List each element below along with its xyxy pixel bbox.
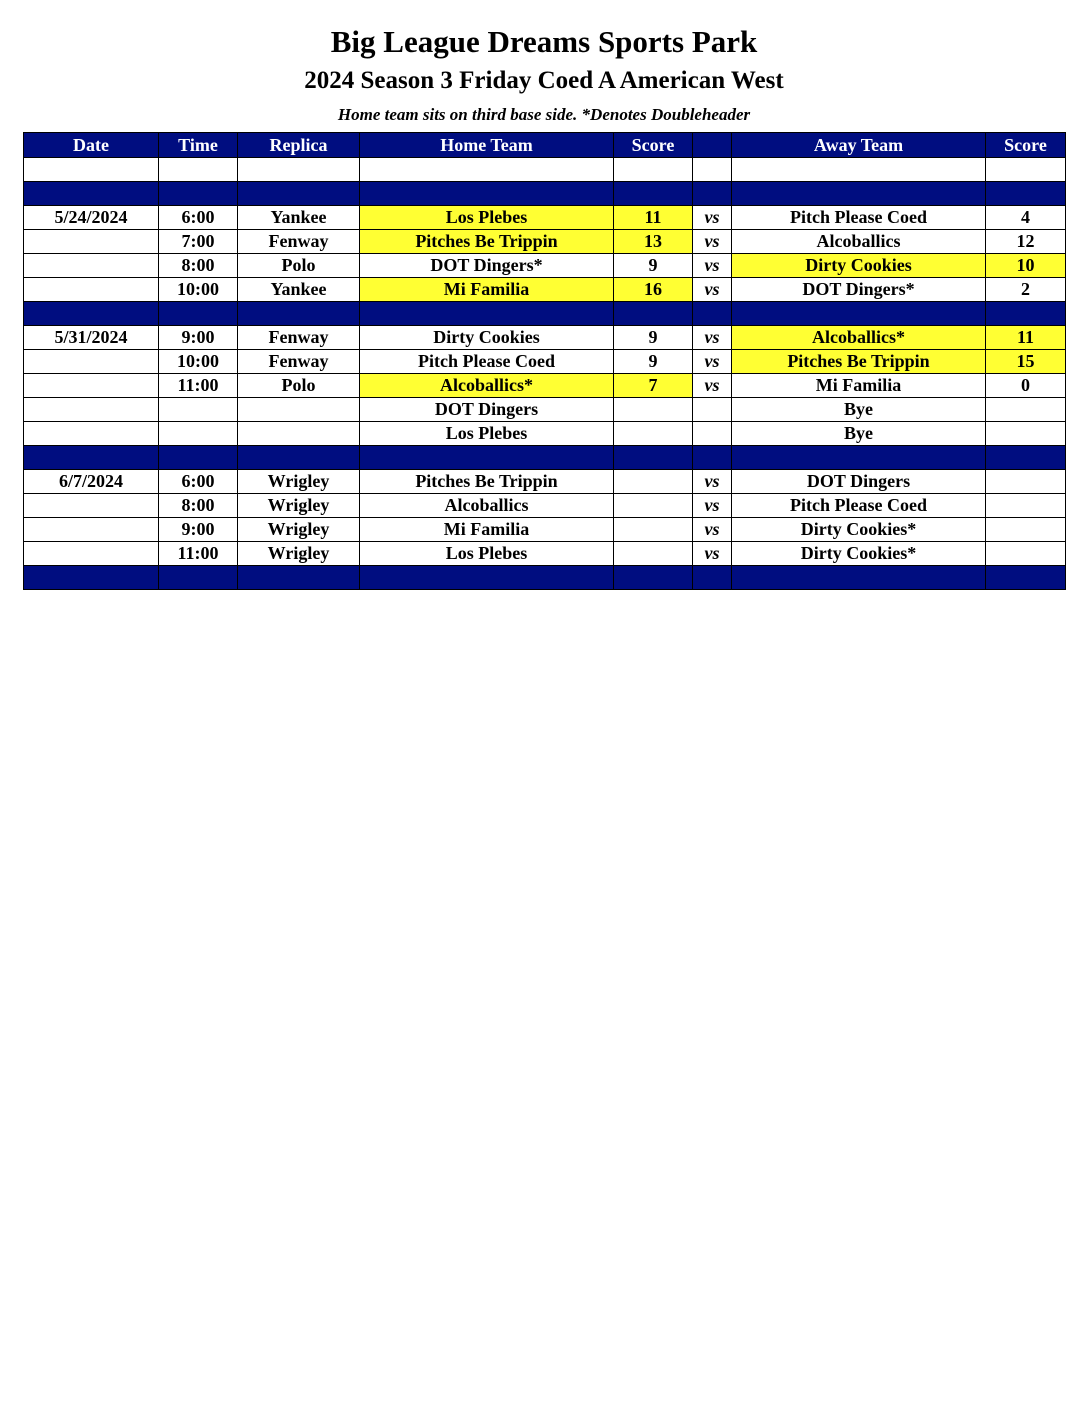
date-cell: [24, 494, 159, 518]
separator-cell: [986, 182, 1066, 206]
game-row: [24, 422, 1066, 446]
vs-cell: vs: [693, 254, 732, 278]
away-score-cell: 0: [986, 374, 1066, 398]
vs-cell: vs: [693, 374, 732, 398]
separator-row: [24, 302, 1066, 326]
away-score-cell: [986, 542, 1066, 566]
vs-cell: vs: [693, 206, 732, 230]
separator-cell: [986, 302, 1066, 326]
separator-row: [24, 446, 1066, 470]
home-score-cell: [614, 518, 693, 542]
date-cell: [24, 230, 159, 254]
home-score-cell: [614, 470, 693, 494]
away-team-cell: DOT Dingers: [732, 470, 986, 494]
col-header-away-score: Score: [986, 133, 1066, 158]
away-team-cell: Bye: [732, 422, 986, 446]
date-cell: 5/31/2024: [24, 326, 159, 350]
game-row: [24, 230, 1066, 254]
col-header-vs: [693, 133, 732, 158]
game-row: [24, 278, 1066, 302]
away-team-cell: Mi Familia: [732, 374, 986, 398]
separator-cell: [24, 302, 159, 326]
time-cell: [159, 398, 238, 422]
game-row: [24, 374, 1066, 398]
vs-cell: vs: [693, 470, 732, 494]
replica-cell: Yankee: [238, 206, 360, 230]
home-score-cell: 11: [614, 206, 693, 230]
away-team-cell: Pitches Be Trippin: [732, 350, 986, 374]
away-team-cell: Alcoballics: [732, 230, 986, 254]
time-cell: 8:00: [159, 254, 238, 278]
game-row: [24, 542, 1066, 566]
col-header-time: Time: [159, 133, 238, 158]
game-row: [24, 518, 1066, 542]
separator-cell: [238, 182, 360, 206]
home-team-cell: Pitches Be Trippin: [360, 230, 614, 254]
home-team-cell: Los Plebes: [360, 422, 614, 446]
vs-cell: vs: [693, 350, 732, 374]
home-score-cell: [614, 422, 693, 446]
separator-cell: [693, 566, 732, 590]
replica-cell: Wrigley: [238, 518, 360, 542]
date-cell: [24, 374, 159, 398]
away-score-cell: 10: [986, 254, 1066, 278]
separator-cell: [732, 566, 986, 590]
replica-cell: Fenway: [238, 326, 360, 350]
away-team-cell: DOT Dingers*: [732, 278, 986, 302]
home-score-cell: 9: [614, 350, 693, 374]
away-score-cell: [986, 470, 1066, 494]
separator-cell: [360, 182, 614, 206]
separator-cell: [238, 446, 360, 470]
separator-cell: [986, 446, 1066, 470]
away-team-cell: Pitch Please Coed: [732, 206, 986, 230]
separator-row: [24, 182, 1066, 206]
date-cell: 6/7/2024: [24, 470, 159, 494]
blank-cell: [238, 158, 360, 182]
replica-cell: Wrigley: [238, 494, 360, 518]
blank-cell: [693, 158, 732, 182]
away-team-cell: Pitch Please Coed: [732, 494, 986, 518]
away-score-cell: 2: [986, 278, 1066, 302]
separator-cell: [159, 446, 238, 470]
home-team-cell: DOT Dingers*: [360, 254, 614, 278]
vs-cell: vs: [693, 542, 732, 566]
vs-cell: vs: [693, 230, 732, 254]
replica-cell: Yankee: [238, 278, 360, 302]
time-cell: 8:00: [159, 494, 238, 518]
replica-cell: Wrigley: [238, 542, 360, 566]
replica-cell: Fenway: [238, 230, 360, 254]
separator-cell: [238, 566, 360, 590]
separator-cell: [360, 566, 614, 590]
time-cell: 11:00: [159, 374, 238, 398]
game-row: [24, 254, 1066, 278]
schedule-table: [23, 132, 1066, 590]
home-team-cell: Mi Familia: [360, 518, 614, 542]
away-team-cell: Dirty Cookies: [732, 254, 986, 278]
time-cell: 10:00: [159, 278, 238, 302]
page-title: Big League Dreams Sports Park: [330, 24, 758, 59]
home-team-cell: Los Plebes: [360, 542, 614, 566]
blank-cell: [360, 158, 614, 182]
home-team-cell: Alcoballics: [360, 494, 614, 518]
home-score-cell: [614, 494, 693, 518]
separator-cell: [24, 446, 159, 470]
header-row: [24, 133, 1066, 158]
home-score-cell: 9: [614, 254, 693, 278]
separator-cell: [24, 566, 159, 590]
separator-cell: [614, 182, 693, 206]
separator-cell: [614, 566, 693, 590]
date-cell: [24, 518, 159, 542]
replica-cell: [238, 422, 360, 446]
vs-cell: vs: [693, 494, 732, 518]
blank-cell: [159, 158, 238, 182]
game-row: [24, 470, 1066, 494]
away-team-cell: Bye: [732, 398, 986, 422]
separator-cell: [732, 302, 986, 326]
vs-cell: vs: [693, 326, 732, 350]
home-score-cell: 16: [614, 278, 693, 302]
separator-cell: [732, 182, 986, 206]
time-cell: 9:00: [159, 518, 238, 542]
game-row: [24, 398, 1066, 422]
blank-cell: [732, 158, 986, 182]
replica-cell: Polo: [238, 374, 360, 398]
date-cell: [24, 350, 159, 374]
vs-cell: [693, 398, 732, 422]
home-team-cell: DOT Dingers: [360, 398, 614, 422]
col-header-home-score: Score: [614, 133, 693, 158]
away-score-cell: [986, 518, 1066, 542]
away-score-cell: 15: [986, 350, 1066, 374]
game-row: [24, 350, 1066, 374]
col-header-date: Date: [24, 133, 159, 158]
page-note: Home team sits on third base side. *Denotes Doubleheader: [337, 105, 751, 124]
date-cell: [24, 278, 159, 302]
home-team-cell: Mi Familia: [360, 278, 614, 302]
home-score-cell: 13: [614, 230, 693, 254]
time-cell: 9:00: [159, 326, 238, 350]
away-team-cell: Alcoballics*: [732, 326, 986, 350]
col-header-replica: Replica: [238, 133, 360, 158]
time-cell: 10:00: [159, 350, 238, 374]
replica-cell: Polo: [238, 254, 360, 278]
time-cell: 6:00: [159, 206, 238, 230]
replica-cell: [238, 398, 360, 422]
home-team-cell: Los Plebes: [360, 206, 614, 230]
away-team-cell: Dirty Cookies*: [732, 542, 986, 566]
home-team-cell: Pitch Please Coed: [360, 350, 614, 374]
separator-cell: [360, 446, 614, 470]
separator-cell: [614, 302, 693, 326]
home-team-cell: Dirty Cookies: [360, 326, 614, 350]
separator-cell: [693, 446, 732, 470]
vs-cell: vs: [693, 518, 732, 542]
col-header-away-team: Away Team: [732, 133, 986, 158]
home-team-cell: Pitches Be Trippin: [360, 470, 614, 494]
away-team-cell: Dirty Cookies*: [732, 518, 986, 542]
separator-cell: [693, 182, 732, 206]
separator-cell: [614, 446, 693, 470]
separator-cell: [159, 302, 238, 326]
away-score-cell: [986, 422, 1066, 446]
date-cell: 5/24/2024: [24, 206, 159, 230]
separator-cell: [238, 302, 360, 326]
separator-cell: [24, 182, 159, 206]
time-cell: [159, 422, 238, 446]
page-subtitle: 2024 Season 3 Friday Coed A American West: [304, 67, 784, 94]
date-cell: [24, 542, 159, 566]
time-cell: 11:00: [159, 542, 238, 566]
game-row: [24, 326, 1066, 350]
blank-cell: [614, 158, 693, 182]
time-cell: 7:00: [159, 230, 238, 254]
separator-cell: [986, 566, 1066, 590]
home-score-cell: [614, 542, 693, 566]
separator-cell: [360, 302, 614, 326]
date-cell: [24, 422, 159, 446]
home-team-cell: Alcoballics*: [360, 374, 614, 398]
away-score-cell: [986, 494, 1066, 518]
vs-cell: [693, 422, 732, 446]
date-cell: [24, 398, 159, 422]
vs-cell: vs: [693, 278, 732, 302]
separator-cell: [159, 182, 238, 206]
replica-cell: Wrigley: [238, 470, 360, 494]
away-score-cell: [986, 398, 1066, 422]
replica-cell: Fenway: [238, 350, 360, 374]
away-score-cell: 11: [986, 326, 1066, 350]
schedule-body: [24, 158, 1066, 590]
time-cell: 6:00: [159, 470, 238, 494]
game-row: [24, 206, 1066, 230]
home-score-cell: 9: [614, 326, 693, 350]
separator-row: [24, 566, 1066, 590]
home-score-cell: 7: [614, 374, 693, 398]
separator-cell: [732, 446, 986, 470]
blank-cell: [986, 158, 1066, 182]
away-score-cell: 4: [986, 206, 1066, 230]
col-header-home-team: Home Team: [360, 133, 614, 158]
blank-row: [24, 158, 1066, 182]
blank-cell: [24, 158, 159, 182]
away-score-cell: 12: [986, 230, 1066, 254]
home-score-cell: [614, 398, 693, 422]
separator-cell: [159, 566, 238, 590]
date-cell: [24, 254, 159, 278]
separator-cell: [693, 302, 732, 326]
game-row: [24, 494, 1066, 518]
